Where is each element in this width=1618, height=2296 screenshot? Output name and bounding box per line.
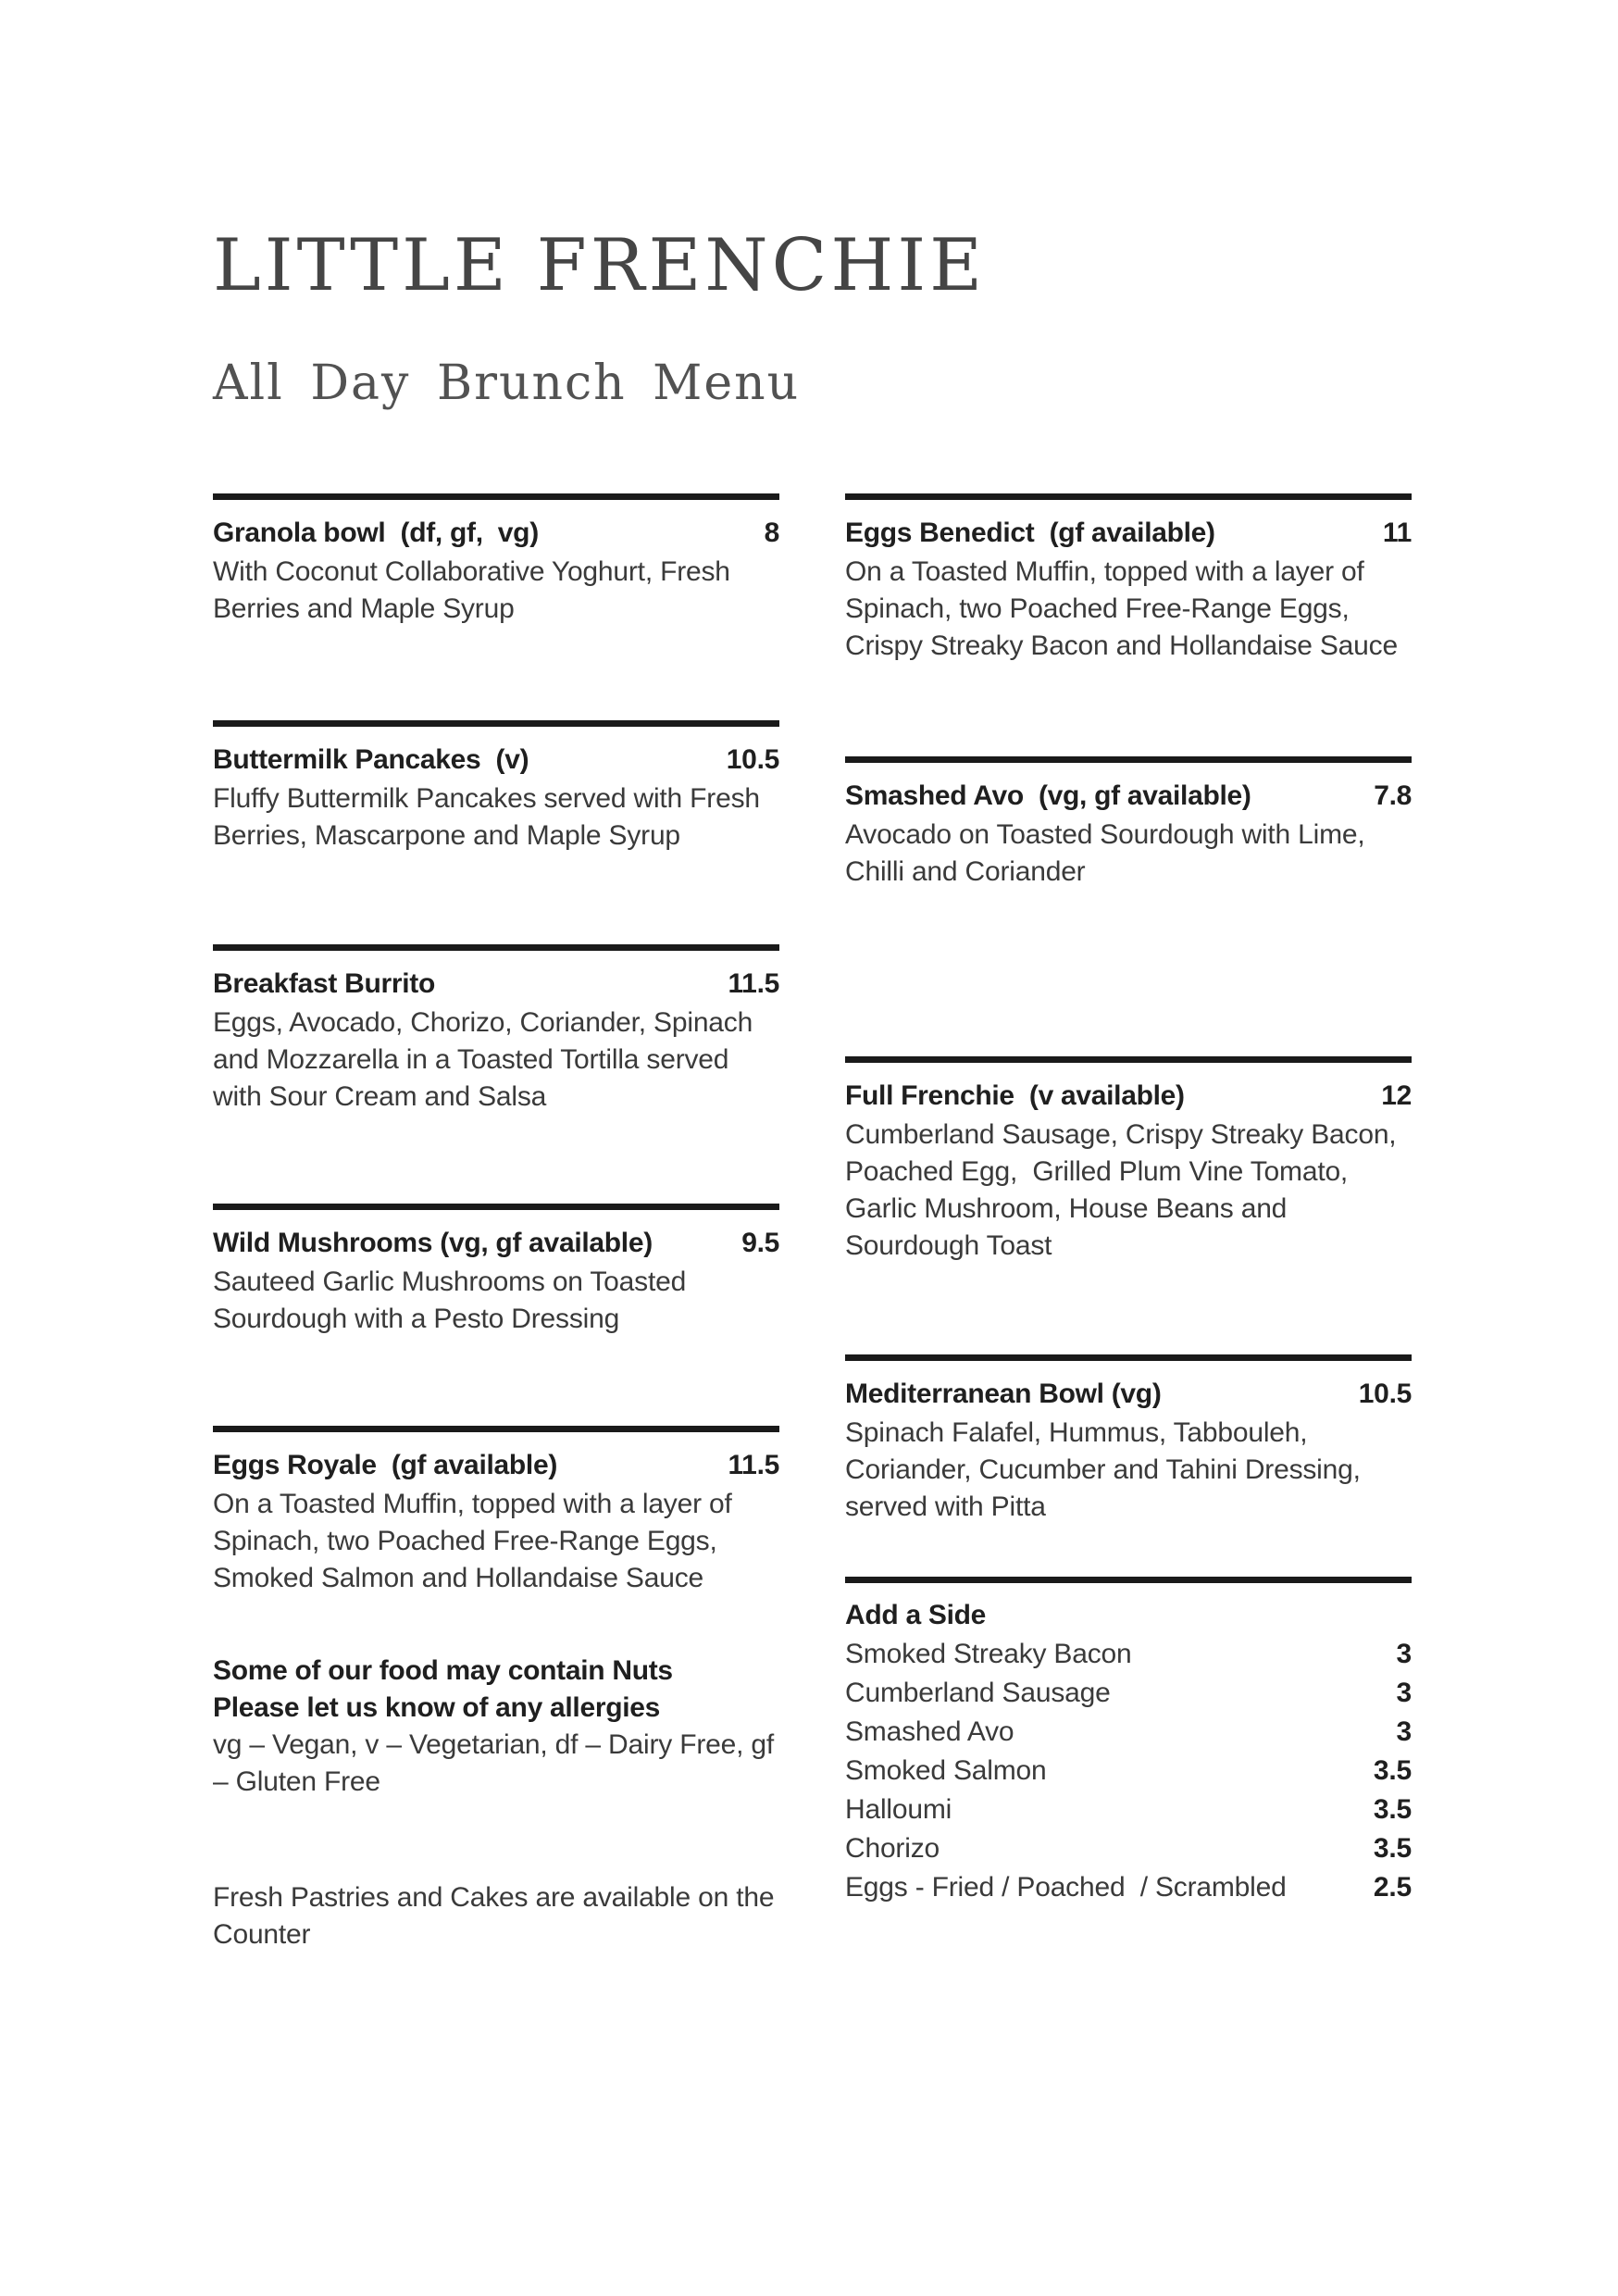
menu-item-breakfast-burrito <box>213 944 779 1116</box>
item-name-and-tags <box>845 1376 1162 1413</box>
left-column <box>213 493 779 1953</box>
sides-section <box>845 1577 1412 1907</box>
menu-item-eggs-benedict <box>845 493 1412 665</box>
menu-item-full-frenchie <box>845 1056 1412 1265</box>
item-description: Sauteed Garlic Mushrooms on Toasted Sourdough with a Pesto Dressing <box>213 1267 694 1334</box>
item-name-and-tags <box>213 1225 653 1262</box>
item-name-and-tags <box>213 1447 557 1484</box>
item-price: 11.5 <box>728 968 779 999</box>
item-price: 11.5 <box>728 1450 779 1480</box>
item-heading <box>213 1225 779 1262</box>
side-price: 3 <box>1396 1639 1412 1669</box>
item-name-and-tags <box>213 966 435 1003</box>
item-description: Fluffy Buttermilk Pancakes served with Fresh Berries, Mascarpone and Maple Syrup <box>213 783 768 851</box>
side-price: 3 <box>1396 1716 1412 1747</box>
side-row <box>845 1752 1412 1791</box>
item-name-and-tags <box>845 1078 1185 1115</box>
item-heading <box>213 515 779 552</box>
menu-item-granola-bowl <box>213 493 779 628</box>
side-name: Halloumi <box>845 1794 952 1825</box>
sides-heading: Add a Side <box>845 1600 987 1630</box>
page-subtitle: All Day Brunch Menu <box>213 356 801 411</box>
item-price: 7.8 <box>1374 780 1412 811</box>
item-divider <box>213 1426 779 1432</box>
item-name: Eggs Benedict <box>845 518 1035 548</box>
item-price: 10.5 <box>726 744 779 775</box>
side-row <box>845 1635 1412 1674</box>
allergy-note-line-1: Some of our food may contain Nuts <box>213 1655 673 1686</box>
menu-columns <box>213 493 1412 1953</box>
item-divider <box>845 1354 1412 1361</box>
side-name: Smoked Salmon <box>845 1755 1047 1786</box>
item-description: Cumberland Sausage, Crispy Streaky Bacon, Poached Egg, Grilled Plum Vine Tomato, Garlic Mushroom, House Beans and Sourdough Toast <box>845 1119 1412 1261</box>
side-row <box>845 1868 1412 1907</box>
right-column <box>845 493 1412 1953</box>
side-row <box>845 1829 1412 1868</box>
side-name: Smoked Streaky Bacon <box>845 1639 1132 1669</box>
item-price: 10.5 <box>1358 1379 1412 1409</box>
item-heading <box>213 742 779 779</box>
menu-item-mediterranean-bowl <box>845 1354 1412 1526</box>
sides-list <box>845 1596 1412 1907</box>
allergy-note-line-2: Please let us know of any allergies <box>213 1692 661 1723</box>
item-heading <box>845 515 1412 552</box>
item-name: Full Frenchie <box>845 1080 1014 1111</box>
side-row <box>845 1713 1412 1752</box>
item-description: On a Toasted Muffin, topped with a layer of Spinach, two Poached Free-Range Eggs, Smoked Salmon and Hollandaise Sauce <box>213 1489 740 1593</box>
item-heading <box>845 1078 1412 1115</box>
item-divider <box>845 493 1412 500</box>
item-tags: (gf available) <box>391 1450 558 1480</box>
allergy-note <box>213 1653 779 1801</box>
item-divider <box>213 720 779 727</box>
menu-item-wild-mushrooms <box>213 1204 779 1338</box>
side-price: 3.5 <box>1373 1794 1412 1825</box>
side-price: 3.5 <box>1373 1833 1412 1864</box>
side-row <box>845 1674 1412 1713</box>
item-price: 9.5 <box>741 1228 779 1258</box>
dietary-legend: vg – Vegan, v – Vegetarian, df – Dairy Free, gf – Gluten Free <box>213 1729 774 1797</box>
item-tags: (df, gf, vg) <box>400 518 539 548</box>
item-divider <box>213 493 779 500</box>
item-heading <box>213 966 779 1003</box>
item-description: On a Toasted Muffin, topped with a layer of Spinach, two Poached Free-Range Eggs, Crispy Streaky Bacon and Hollandaise Sauce <box>845 556 1398 661</box>
item-divider <box>845 1056 1412 1063</box>
side-name: Eggs - Fried / Poached / Scrambled <box>845 1872 1287 1903</box>
menu-item-eggs-royale <box>213 1426 779 1597</box>
side-price: 3 <box>1396 1678 1412 1708</box>
item-tags: (vg) <box>1111 1379 1162 1409</box>
side-price: 2.5 <box>1373 1872 1412 1903</box>
item-name-and-tags <box>845 515 1215 552</box>
item-heading <box>213 1447 779 1484</box>
item-divider <box>213 944 779 951</box>
item-description: Spinach Falafel, Hummus, Tabbouleh, Coriander, Cucumber and Tahini Dressing, served with Pitta <box>845 1417 1368 1522</box>
item-tags: (vg, gf available) <box>1038 780 1251 811</box>
item-divider <box>845 756 1412 763</box>
item-name-and-tags <box>213 515 539 552</box>
item-divider <box>213 1204 779 1210</box>
item-heading <box>845 1376 1412 1413</box>
item-price: 12 <box>1381 1080 1412 1111</box>
page-header <box>213 224 986 411</box>
item-price: 11 <box>1382 518 1412 548</box>
item-tags: (gf available) <box>1049 518 1215 548</box>
item-name: Smashed Avo <box>845 780 1024 811</box>
item-name: Buttermilk Pancakes <box>213 744 481 775</box>
side-price: 3.5 <box>1373 1755 1412 1786</box>
item-name: Eggs Royale <box>213 1450 377 1480</box>
item-name: Granola bowl <box>213 518 386 548</box>
side-name: Smashed Avo <box>845 1716 1014 1747</box>
side-row <box>845 1791 1412 1829</box>
side-name: Chorizo <box>845 1833 940 1864</box>
item-description: With Coconut Collaborative Yoghurt, Fresh Berries and Maple Syrup <box>213 556 738 624</box>
side-name: Cumberland Sausage <box>845 1678 1111 1708</box>
item-name-and-tags <box>213 742 529 779</box>
item-divider <box>845 1577 1412 1583</box>
item-name: Mediterranean Bowl <box>845 1379 1104 1409</box>
item-tags: (vg, gf available) <box>440 1228 653 1258</box>
item-heading <box>845 778 1412 815</box>
item-description: Eggs, Avocado, Chorizo, Coriander, Spinach and Mozzarella in a Toasted Tortilla served with Sour Cream and Salsa <box>213 1007 761 1112</box>
menu-item-buttermilk-pancakes <box>213 720 779 855</box>
menu-item-smashed-avo <box>845 756 1412 891</box>
item-description: Avocado on Toasted Sourdough with Lime, Chilli and Coriander <box>845 819 1373 887</box>
item-tags: (v) <box>495 744 529 775</box>
item-name: Breakfast Burrito <box>213 968 435 999</box>
item-price: 8 <box>764 518 779 548</box>
pastries-note: Fresh Pastries and Cakes are available on the Counter <box>213 1882 775 1950</box>
item-tags: (v available) <box>1028 1080 1185 1111</box>
page-title: LITTLE FRENCHIE <box>213 224 987 307</box>
item-name: Wild Mushrooms <box>213 1228 433 1258</box>
item-name-and-tags <box>845 778 1251 815</box>
